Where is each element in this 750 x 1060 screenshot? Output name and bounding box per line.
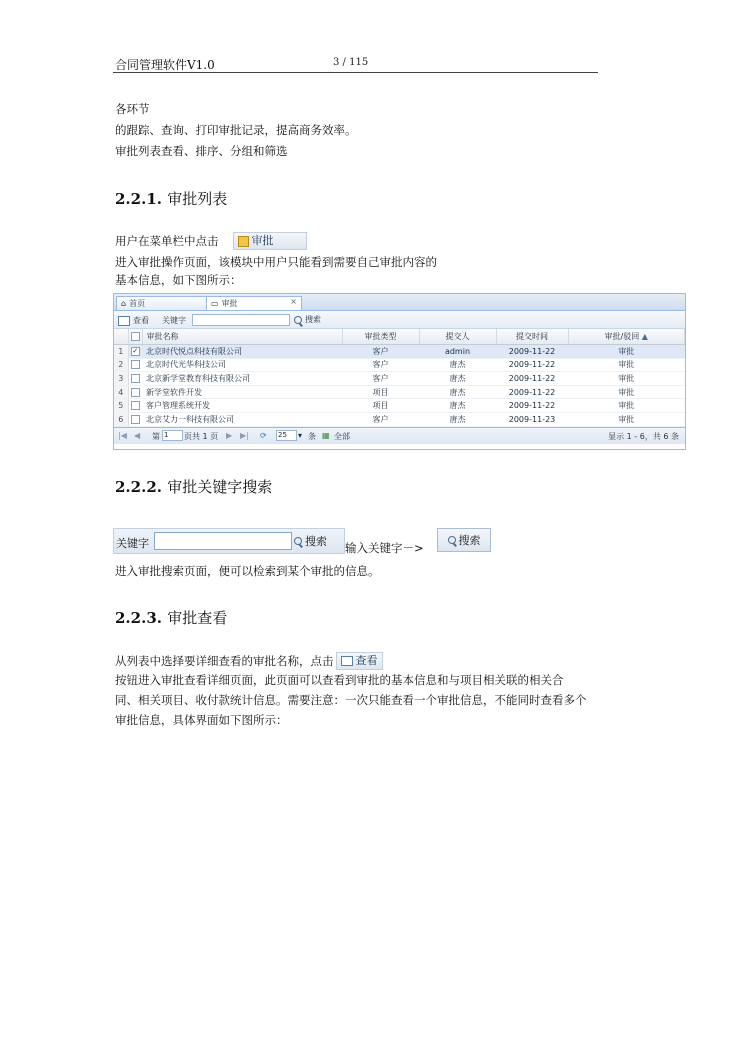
search-label: 搜索 [458,534,481,547]
page-prefix: 第 [152,431,160,441]
section-number: 2.2.3. [115,609,162,627]
cell-type: 项目 [342,399,419,413]
cell-action-link[interactable]: 审批 [568,358,685,372]
search-label: 搜索 [305,535,327,548]
column-header-submitter[interactable]: 提交人 [419,329,496,345]
cell-name: 北京时代光华科技公司 [142,358,342,372]
column-header-time[interactable]: 提交时间 [496,329,568,345]
column-header-action-label: 审批/驳回 [604,332,640,341]
section2-line-2: 进入审批搜索页面，便可以检索到某个审批的信息。 [115,564,380,578]
view-button[interactable] [118,315,149,326]
cell-action-link[interactable]: 审批 [568,345,685,359]
cell-name: 新学堂软件开发 [142,385,342,399]
row-checkbox[interactable] [128,372,142,386]
document-header-title: 合同管理软件V1.0 [115,58,215,72]
cell-type: 客户 [342,412,419,426]
row-number: 6 [114,412,128,426]
tab-home[interactable] [116,296,212,310]
section1-line-1-text: 用户在菜单栏中点击 [115,234,219,248]
tab-approval[interactable] [206,296,302,310]
cell-time: 2009-11-22 [496,385,568,399]
section1-line-1 [115,232,307,250]
pager-summary: 显示 1 - 6，共 6 条 [608,431,679,441]
cell-type: 客户 [342,372,419,386]
column-header-name[interactable]: 审批名称 [142,329,342,345]
search-button[interactable] [294,314,321,325]
column-header-action[interactable] [568,329,685,345]
search-icon [448,536,456,544]
section-title: 审批查看 [167,609,228,627]
table-row[interactable] [114,399,685,413]
cell-type: 客户 [342,358,419,372]
cell-time: 2009-11-22 [496,358,568,372]
cell-name: 北京新学堂教育科技有限公司 [142,372,342,386]
home-icon: ⌂ [121,299,127,308]
tab-home-label: 首页 [129,299,146,308]
cell-time: 2009-11-22 [496,399,568,413]
intro-line-3: 审批列表查看、排序、分组和筛选 [115,144,288,158]
page-suffix: 页共 1 页 [184,431,219,441]
keyword-label: 关键字 [162,316,186,325]
cell-name: 北京艾力一科技有限公司 [142,412,342,426]
search-label: 搜索 [305,315,321,324]
cell-time: 2009-11-22 [496,345,568,359]
section2-after-input-text: 输入关键字－> [345,541,424,555]
section-number: 2.2.1. [115,190,162,208]
cell-type: 项目 [342,385,419,399]
row-number: 5 [114,399,128,413]
header-divider [113,72,598,73]
grid-all-icon: ▦ [322,430,330,440]
search-icon [294,316,302,324]
row-number: 2 [114,358,128,372]
tab-approval-label: 审批 [221,299,238,308]
page-number: 3 / 115 [333,57,369,68]
section1-line-2: 进入审批操作页面，该模块中用户只能看到需要自己审批内容的 [115,255,437,269]
section3-line-3: 同、相关项目、收付款统计信息。需要注意：一次只能查看一个审批信息，不能同时查看多个 [115,693,587,707]
row-checkbox[interactable] [128,385,142,399]
grid-pager [114,427,685,444]
approval-menu-button[interactable] [233,232,307,250]
search-icon [294,537,302,545]
cell-time: 2009-11-23 [496,412,568,426]
refresh-icon[interactable]: ⟳ [260,430,267,440]
row-checkbox[interactable]: ✓ [128,345,142,359]
cell-time: 2009-11-22 [496,372,568,386]
table-row[interactable] [114,385,685,399]
section-title: 审批列表 [167,190,228,208]
sort-ascending-icon: ▲ [641,332,648,341]
section-number: 2.2.2. [115,478,162,496]
document-icon: ▭ [211,299,219,308]
view-icon [341,656,353,666]
cell-name: 客户管理系统开发 [142,399,342,413]
section-heading-2-2-2 [115,476,272,497]
cell-type: 客户 [342,345,419,359]
table-header-row [114,329,685,345]
next-page-icon[interactable]: ▶ [226,430,233,440]
section-title: 审批关键字搜索 [167,478,273,496]
row-checkbox[interactable] [128,412,142,426]
cell-action-link[interactable]: 审批 [568,412,685,426]
keyword-label: 关键字 [116,537,149,550]
section3-line-1-text: 从列表中选择要详细查看的审批名称，点击 [115,654,334,668]
table-row[interactable] [114,412,685,426]
section-heading-2-2-1 [115,188,227,209]
cell-name: 北京时代悦点科技有限公司 [142,345,342,359]
page-size-select[interactable]: 25 [276,430,297,441]
keyword-input[interactable] [192,314,290,326]
section3-line-4: 审批信息，具体界面如下图所示： [115,713,288,727]
page-input[interactable]: 1 [162,430,183,441]
cell-action-link[interactable]: 审批 [568,385,685,399]
cell-submitter: admin [419,345,496,359]
cell-submitter: 唐杰 [419,385,496,399]
section-heading-2-2-3 [115,607,227,628]
view-icon [118,316,130,326]
cell-submitter: 唐杰 [419,372,496,386]
column-header-type[interactable]: 审批类型 [342,329,419,345]
table-row[interactable] [114,372,685,386]
search-button-example[interactable] [437,528,491,552]
approval-grid-screenshot [113,293,686,450]
approval-menu-label: 审批 [251,234,274,247]
search-bar-screenshot [113,528,345,554]
approval-icon [238,236,249,247]
tab-bar [114,294,685,311]
cell-submitter: 唐杰 [419,399,496,413]
cell-action-link[interactable]: 审批 [568,372,685,386]
approval-table [114,329,685,427]
row-checkbox[interactable] [128,358,142,372]
view-button-example[interactable] [336,652,383,670]
row-number: 3 [114,372,128,386]
last-page-icon[interactable]: ▶| [240,430,249,440]
search-button[interactable] [294,533,327,549]
row-checkbox[interactable] [128,399,142,413]
close-icon[interactable]: × [290,297,297,306]
view-label: 查看 [355,654,378,667]
first-page-icon[interactable]: |◀ [118,430,127,440]
cell-submitter: 唐杰 [419,412,496,426]
row-number: 1 [114,345,128,359]
select-all-checkbox[interactable] [128,329,142,345]
row-number: 4 [114,385,128,399]
cell-action-link[interactable]: 审批 [568,399,685,413]
section3-line-1 [115,652,383,670]
show-all-button[interactable]: 全部 [334,431,350,441]
section1-line-3: 基本信息，如下图所示： [115,273,242,287]
prev-page-icon[interactable]: ◀ [134,430,141,440]
page-size-unit: 条 [308,431,316,441]
view-label: 查看 [133,316,149,325]
row-number-header [114,329,128,345]
section3-line-2: 按钮进入审批查看详细页面，此页面可以查看到审批的基本信息和与项目相关联的相关合 [115,673,564,687]
table-row[interactable] [114,358,685,372]
table-row[interactable] [114,345,685,359]
intro-line-2: 的跟踪、查询、打印审批记录，提高商务效率。 [115,123,357,137]
intro-line-1: 各环节 [115,102,150,116]
keyword-input[interactable] [154,532,292,550]
page-size-dropdown-icon[interactable]: ▾ [298,430,303,440]
grid-toolbar [114,311,685,329]
cell-submitter: 唐杰 [419,358,496,372]
